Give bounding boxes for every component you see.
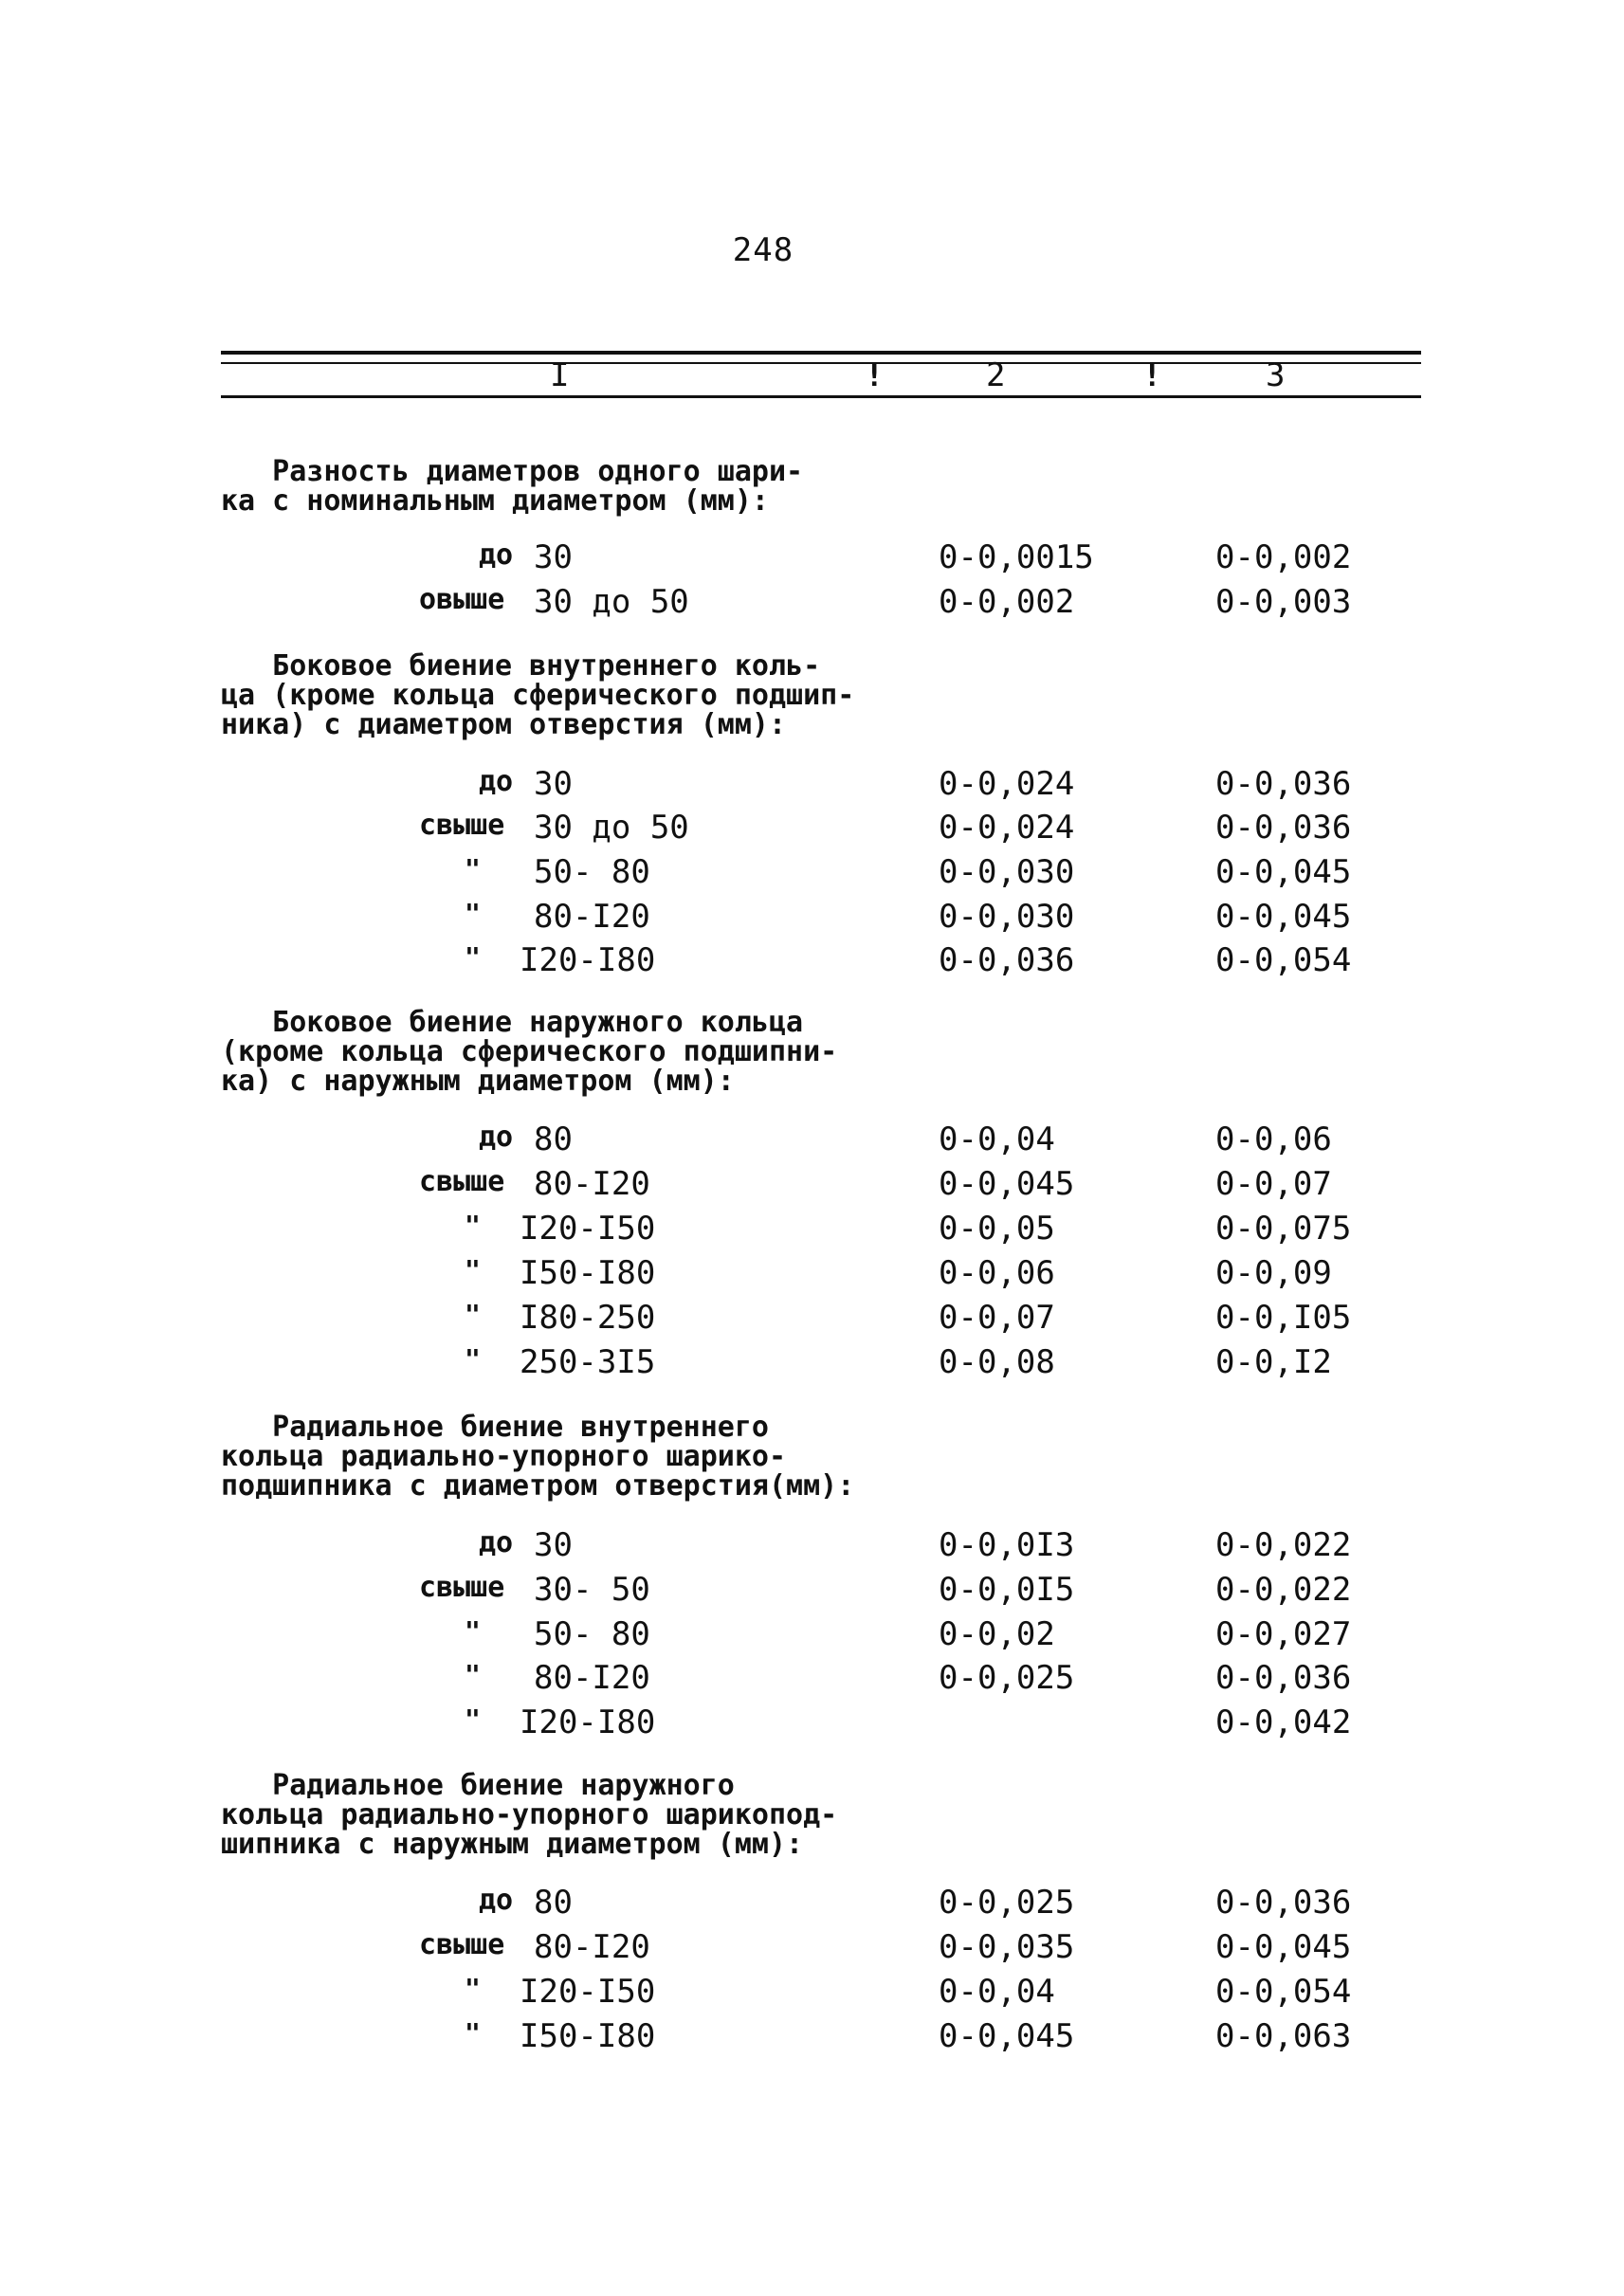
column-header-3: 3: [1266, 356, 1286, 394]
row-value-col3: 0-0,027: [1215, 1615, 1352, 1653]
row-range: 30: [534, 538, 573, 576]
table-row: [0, 765, 1624, 809]
row-range: 30: [534, 765, 573, 803]
table-row: [0, 1165, 1624, 1209]
row-prefix: до: [479, 1884, 514, 1917]
column-header-1: I: [550, 356, 570, 394]
table-rule-top: [221, 351, 1421, 355]
table-row: [0, 1210, 1624, 1253]
row-range: 80-I20: [534, 1165, 650, 1203]
table-row: [0, 941, 1624, 985]
row-value-col3: 0-0,036: [1215, 765, 1352, 803]
row-prefix: до: [479, 1121, 514, 1154]
table-row: [0, 1659, 1624, 1703]
section-heading: Радиальное биение наружного кольца радиально-упорного шарикопод- шипника с наружным диаметром (мм):: [221, 1769, 838, 1861]
table-row: [0, 1526, 1624, 1570]
row-range: I20-I80: [520, 1704, 656, 1741]
ditto-mark: ": [465, 853, 481, 884]
table-row: [0, 1299, 1624, 1342]
row-value-col2: 0-0,024: [939, 809, 1075, 847]
ditto-mark: ": [465, 2017, 481, 2049]
row-prefix: до: [479, 538, 514, 572]
row-range: 80-I20: [534, 898, 650, 936]
row-value-col2: 0-0,024: [939, 765, 1075, 803]
row-range: I50-I80: [520, 1254, 656, 1292]
row-value-col3: 0-0,045: [1215, 1928, 1352, 1966]
table-row: [0, 898, 1624, 941]
table-row: [0, 853, 1624, 897]
row-prefix: свыше: [419, 1928, 505, 1961]
row-value-col2: 0-0,0I5: [939, 1571, 1075, 1609]
row-range: 30 до 50: [534, 583, 689, 621]
ditto-mark: ": [465, 941, 481, 973]
row-value-col3: 0-0,09: [1215, 1254, 1332, 1292]
ditto-mark: ": [465, 1973, 481, 2004]
row-prefix: свыше: [419, 809, 505, 842]
row-range: I80-250: [520, 1299, 656, 1337]
row-range: 50- 80: [534, 853, 650, 891]
section-heading: Радиальное биение внутреннего кольца радиально-упорного шарико- подшипника с диаметром отверстия(мм):: [221, 1411, 855, 1503]
table-row: [0, 538, 1624, 582]
section-heading: Разность диаметров одного шари- ка с номинальным диаметром (мм):: [221, 455, 804, 518]
ditto-mark: ": [465, 1615, 481, 1647]
row-value-col3: 0-0,036: [1215, 809, 1352, 847]
row-range: 80-I20: [534, 1659, 650, 1697]
table-row: [0, 2017, 1624, 2061]
row-value-col3: 0-0,063: [1215, 2017, 1352, 2055]
row-value-col3: 0-0,042: [1215, 1704, 1352, 1741]
table-row: [0, 1973, 1624, 2016]
table-row: [0, 809, 1624, 852]
row-value-col3: 0-0,I05: [1215, 1299, 1352, 1337]
row-value-col2: 0-0,025: [939, 1659, 1075, 1697]
table-row: [0, 1121, 1624, 1164]
row-range: I50-I80: [520, 2017, 656, 2055]
page-number: 248: [732, 231, 794, 269]
row-range: 250-3I5: [520, 1343, 656, 1381]
row-range: I20-I50: [520, 1973, 656, 2011]
ditto-mark: ": [465, 1343, 481, 1375]
row-range: I20-I80: [520, 941, 656, 979]
row-value-col2: 0-0,04: [939, 1121, 1055, 1158]
row-value-col3: 0-0,036: [1215, 1884, 1352, 1922]
row-value-col2: 0-0,0I3: [939, 1526, 1075, 1564]
row-range: 80: [534, 1884, 573, 1922]
ditto-mark: ": [465, 1254, 481, 1285]
ditto-mark: ": [465, 1299, 481, 1330]
row-value-col3: 0-0,075: [1215, 1210, 1352, 1248]
row-range: 50- 80: [534, 1615, 650, 1653]
column-header-2: 2: [986, 356, 1006, 394]
row-prefix: до: [479, 1526, 514, 1559]
row-value-col3: 0-0,07: [1215, 1165, 1332, 1203]
row-value-col3: 0-0,002: [1215, 538, 1352, 576]
row-prefix: свыше: [419, 1571, 505, 1604]
row-prefix: до: [479, 765, 514, 798]
row-value-col2: 0-0,045: [939, 1165, 1075, 1203]
row-value-col2: 0-0,002: [939, 583, 1075, 621]
table-row: [0, 1571, 1624, 1614]
row-prefix: овыше: [419, 583, 505, 616]
table-row: [0, 1884, 1624, 1927]
table-row: [0, 1254, 1624, 1298]
row-value-col2: 0-0,030: [939, 898, 1075, 936]
row-value-col2: 0-0,025: [939, 1884, 1075, 1922]
table-rule-bottom: [221, 395, 1421, 398]
row-range: 30: [534, 1526, 573, 1564]
row-range: 30- 50: [534, 1571, 650, 1609]
row-value-col2: 0-0,05: [939, 1210, 1055, 1248]
row-value-col2: 0-0,035: [939, 1928, 1075, 1966]
row-value-col3: 0-0,06: [1215, 1121, 1332, 1158]
section-heading: Боковое биение внутреннего коль- ца (кроме кольца сферического подшип- ника) с диаметром отверстия (мм):: [221, 649, 855, 741]
row-value-col2: 0-0,036: [939, 941, 1075, 979]
row-range: 30 до 50: [534, 809, 689, 847]
column-separator-2: !: [1142, 356, 1162, 394]
row-value-col3: 0-0,036: [1215, 1659, 1352, 1697]
row-value-col3: 0-0,054: [1215, 1973, 1352, 2011]
table-row: [0, 1704, 1624, 1747]
row-value-col3: 0-0,045: [1215, 898, 1352, 936]
section-heading: Боковое биение наружного кольца (кроме кольца сферического подшипни- ка) с наружным диаметром (мм):: [221, 1006, 838, 1098]
row-value-col3: 0-0,022: [1215, 1526, 1352, 1564]
table-row: [0, 1928, 1624, 1972]
ditto-mark: ": [465, 898, 481, 929]
row-range: 80: [534, 1121, 573, 1158]
row-value-col2: 0-0,02: [939, 1615, 1055, 1653]
row-value-col2: 0-0,0015: [939, 538, 1094, 576]
table-row: [0, 1343, 1624, 1387]
ditto-mark: ": [465, 1659, 481, 1690]
row-range: I20-I50: [520, 1210, 656, 1248]
table-row: [0, 1615, 1624, 1659]
ditto-mark: ": [465, 1210, 481, 1241]
row-value-col2: 0-0,04: [939, 1973, 1055, 2011]
row-value-col2: 0-0,030: [939, 853, 1075, 891]
row-value-col2: 0-0,08: [939, 1343, 1055, 1381]
column-separator-1: !: [865, 356, 885, 394]
row-value-col3: 0-0,003: [1215, 583, 1352, 621]
table-rule-under: [221, 362, 1421, 364]
row-value-col2: 0-0,07: [939, 1299, 1055, 1337]
table-row: [0, 583, 1624, 627]
row-value-col2: 0-0,06: [939, 1254, 1055, 1292]
row-value-col3: 0-0,045: [1215, 853, 1352, 891]
row-value-col3: 0-0,022: [1215, 1571, 1352, 1609]
row-range: 80-I20: [534, 1928, 650, 1966]
row-value-col2: 0-0,045: [939, 2017, 1075, 2055]
row-prefix: свыше: [419, 1165, 505, 1198]
row-value-col3: 0-0,054: [1215, 941, 1352, 979]
row-value-col3: 0-0,I2: [1215, 1343, 1332, 1381]
ditto-mark: ": [465, 1704, 481, 1735]
